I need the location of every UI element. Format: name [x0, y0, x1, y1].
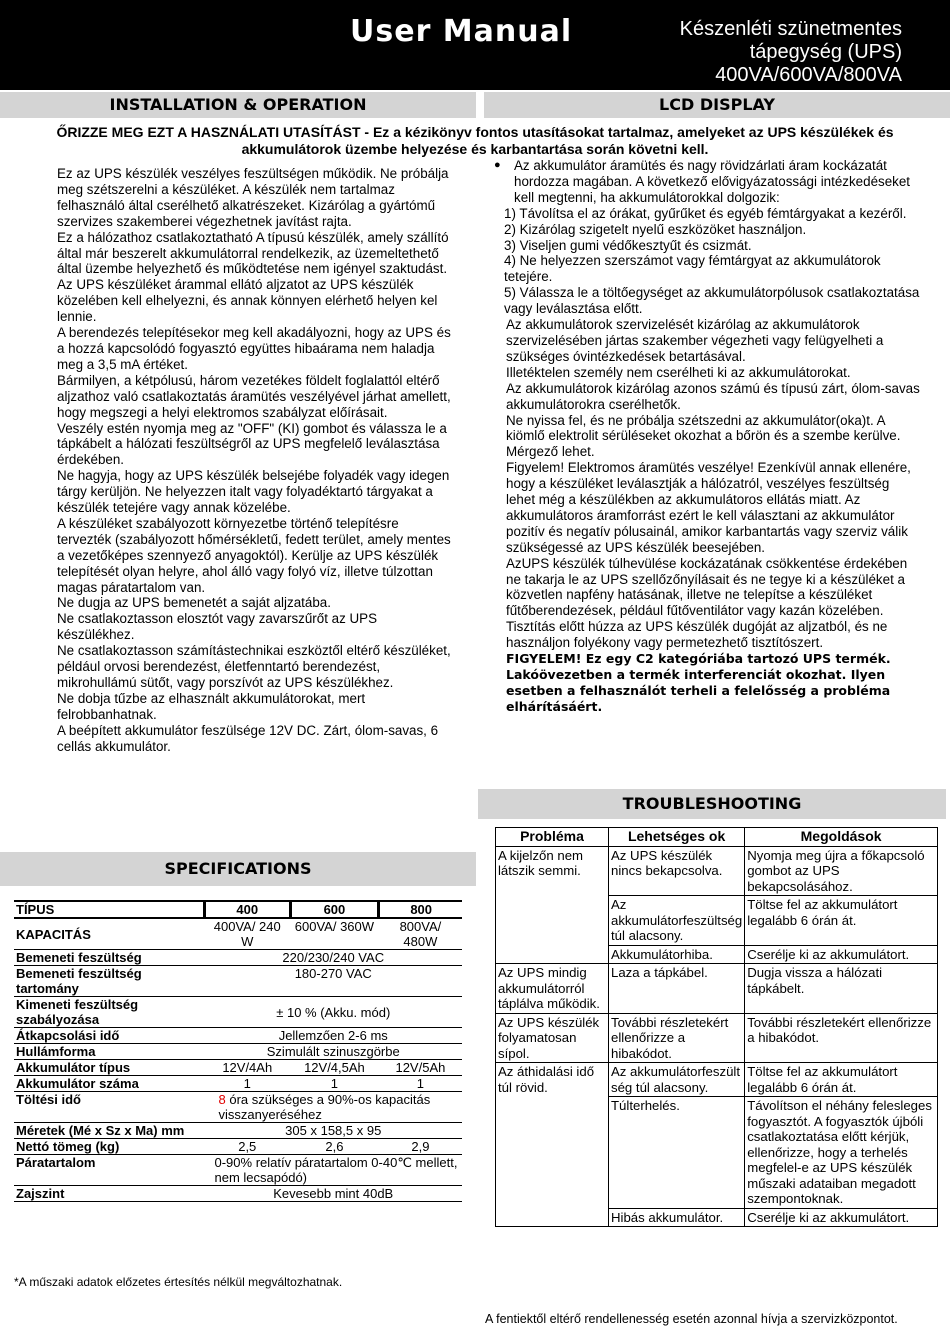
spec-value: Szimulált szinuszgörbe	[205, 1044, 463, 1060]
solution-cell: Töltse fel az akkumulátort legalább 6 órán át.	[745, 1063, 938, 1097]
battery-safety-text	[490, 158, 922, 715]
header-problem: Probléma	[496, 828, 609, 847]
spec-label: Akkumulátor száma	[14, 1076, 205, 1092]
spec-label: KAPACITÁS	[14, 918, 205, 950]
spec-label: Bemeneti feszültség tartomány	[14, 966, 205, 997]
subtitle-line-1: Készenléti szünetmentes	[679, 18, 902, 40]
cause-cell: Túlterhelés.	[609, 1097, 745, 1209]
paragraph: A beépített akkumulátor feszülsége 12V DC. Zárt, ólom-savas, 6 cellás akkumulátor.	[57, 722, 439, 754]
spec-value: 800VA/ 480W	[379, 918, 462, 950]
paragraph: Ne dugja az UPS bemenetét a saját aljzatába.	[57, 595, 331, 611]
spec-header-row	[14, 901, 462, 918]
cause-cell: Az akkumulátorfeszültség túl alacsony.	[609, 896, 745, 946]
troubleshooting-footnote: A fentiektől eltérő rendellenesség esetén azonnal hívja a szervizközpontot.	[485, 1312, 898, 1326]
header-cause: Lehetséges ok	[609, 828, 745, 847]
problem-cell: Az UPS mindig akkumulátorról táplálva működik.	[496, 964, 609, 1014]
spec-value: 2,6	[290, 1139, 379, 1155]
paragraph: Ne csatlakoztasson elosztót vagy zavarszűrőt az UPS készülékhez.	[57, 611, 378, 643]
table-row	[496, 1063, 938, 1097]
spec-value: 180-270 VAC	[205, 966, 463, 997]
paragraph: AzUPS készülék túlhevülése kockázatának csökkentése érdekében ne takarja le az UPS szellőzőnyílásait és ne tegye ki a készüléket a közvetlen napfény hatásának, illetve ne telepítse a készüléket fűtőberendezések, például fűtőventilátor vagy kazán közelében.	[506, 555, 908, 619]
spec-header-type: TÍPUS	[14, 901, 205, 918]
solution-cell: Töltse fel az akkumulátort legalább 6 órán át.	[745, 896, 938, 946]
spec-row	[14, 1028, 462, 1044]
spec-label: Hullámforma	[14, 1044, 205, 1060]
spec-value: 12V/5Ah	[379, 1060, 462, 1076]
spec-row-dimensions	[14, 1123, 462, 1139]
c2-category-warning: FIGYELEM! Ez egy C2 kategóriába tartozó UPS termék. Lakóövezetben a termék interferenciát okozhat. Ilyen esetben a felhasználót terheli a felelősség a probléma elhárításáért.	[506, 651, 891, 714]
section-lcd-display: LCD DISPLAY	[484, 92, 950, 118]
section-specifications: SPECIFICATIONS	[0, 852, 476, 886]
precaution-item: 4) Ne helyezzen szerszámot vagy fémtárgyat az akkumulátorok tetejére.	[504, 253, 881, 285]
paragraph: Illetéktelen személy nem cserélheti ki az akkumulátorokat.	[506, 364, 851, 380]
spec-value: 0-90% relatív páratartalom 0-40℃ mellett, nem lecsapódó)	[205, 1155, 463, 1186]
spec-row	[14, 950, 462, 966]
manual-title: User Manual	[350, 14, 573, 49]
precaution-list	[490, 206, 922, 317]
paragraph: Figyelem! Elektromos áramütés veszélye! Ezenkívül annak ellenére, hogy a készüléket leválasztják a hálózatról, veszélyes feszültség lehet még a készülékben az akkumulátoros ellátás miatt. Az akkumulátoros áramforrást ezért le kell választani az akkumulátor pozitív és negatív pólusainál, amikor karbantartás vagy szerviz válik szükségessé az UPS készülék beesejében.	[506, 460, 911, 555]
solution-cell: További részletekért ellenőrizze a hibakódot.	[745, 1013, 938, 1063]
spec-value: 12V/4,5Ah	[290, 1060, 379, 1076]
section-troubleshooting: TROUBLESHOOTING	[478, 789, 946, 819]
cause-cell: Laza a tápkábel.	[609, 964, 745, 1014]
paragraph: A berendezés telepítésekor meg kell akadályozni, hogy az UPS és a hozzá kapcsolódó fogyasztó együttes hibaárama nem haladja meg a 3,5 mA értéket.	[57, 325, 451, 372]
spec-row-noise	[14, 1186, 462, 1202]
paragraph: Ne csatlakoztasson számítástechnikai eszköztől eltérő készüléket, például orvosi berendezést, életfenntartó berendezést, mikrohullámú sütőt, vagy porszívót az UPS készülékhez.	[57, 643, 451, 690]
spec-row-battery-type	[14, 1060, 462, 1076]
cause-cell: Az UPS készülék nincs bekapcsolva.	[609, 846, 745, 896]
spec-value: 400VA/ 240 W	[205, 918, 291, 950]
troubleshooting-body	[496, 846, 938, 1227]
spec-label: Nettó tömeg (kg)	[14, 1139, 205, 1155]
spec-footnote: *A műszaki adatok előzetes értesítés nélkül megváltozhatnak.	[14, 1275, 343, 1289]
spec-value: 2,9	[379, 1139, 462, 1155]
spec-header-800: 800	[379, 901, 462, 918]
problem-cell: Az UPS készülék folyamatosan sípol.	[496, 1013, 609, 1063]
precaution-item: 1) Távolítsa el az órákat, gyűrűket és egyéb fémtárgyakat a kezéről.	[504, 205, 907, 221]
paragraph: Az akkumulátorok szervizelését kizárólag az akkumulátorok szervizelésében jártas szakember végezheti vagy felügyelheti a szükséges óvintézkedések betartásával.	[506, 317, 884, 364]
spec-row	[14, 1044, 462, 1060]
spec-row	[14, 997, 462, 1028]
specifications-table	[14, 900, 462, 1202]
spec-label: Bemeneti feszültség	[14, 950, 205, 966]
cause-cell: Az akkumulátorfeszült ség túl alacsony.	[609, 1063, 745, 1097]
paragraph: Az UPS készüléket árammal ellátó aljzatot az UPS készülék közelében kell elhelyezni, és annak könnyen elérhető helyen kel lennie.	[57, 277, 438, 325]
spec-value: ± 10 % (Akku. mód)	[205, 997, 463, 1028]
spec-label: Töltési idő	[14, 1092, 205, 1123]
spec-value: Kevesebb mint 40dB	[205, 1186, 463, 1202]
spec-value: Jellemzően 2-6 ms	[205, 1028, 463, 1044]
solution-cell: Dugja vissza a hálózati tápkábelt.	[745, 964, 938, 1014]
table-row	[496, 964, 938, 1014]
table-row	[496, 846, 938, 896]
spec-label: Páratartalom	[14, 1155, 205, 1186]
battery-warning-bullet: ● Az akkumulátor áramütés és nagy rövidzárlati áram kockázatát hordozza magában. A következő elővigyázatossági intézkedéseket kell megtenni, ha akkumulátorokkal dolgozik:	[490, 158, 922, 206]
cause-cell: Hibás akkumulátor.	[609, 1208, 745, 1227]
solution-cell: Távolítson el néhány felesleges fogyasztót. A fogyasztók újbóli csatlakoztatása előtt kérjük, ellenőrizze, hogy a terhelés megfelel-e az UPS készülék műszaki adataiban megadott szempontoknak.	[745, 1097, 938, 1209]
spec-value: 2,5	[205, 1139, 291, 1155]
problem-cell: A kijelzőn nem látszik semmi.	[496, 846, 609, 964]
warning-heading: ŐRIZZE MEG EZT A HASZNÁLATI UTASÍTÁST - Ez a kézikönyv fontos utasításokat tartalmaz, amelyeket az UPS készülékek és akkumulátorok üzembe helyezése és karbantartása során követni kell.	[56, 124, 894, 157]
spec-row-weight	[14, 1139, 462, 1155]
charge-hours: 8	[218, 1092, 226, 1107]
paragraph: Az akkumulátorok kizárólag azonos számú és típusú zárt, ólom-savas akkumulátorokra cserélhetők.	[506, 380, 920, 412]
cause-cell: Akkumulátorhiba.	[609, 945, 745, 964]
subtitle-line-3: 400VA/600VA/800VA	[715, 64, 902, 86]
solution-cell: Cserélje ki az akkumulátort.	[745, 945, 938, 964]
paragraph: Tisztítás előtt húzza az UPS készülék dugóját az aljzatból, és ne használjon folyékony vagy permetezhető tisztítószert.	[506, 619, 888, 651]
paragraph: Ez az UPS készülék veszélyes feszültségen működik. Ne próbálja meg szétszerelni a készüléket. A készülék nem tartalmaz felhasználó által cserélhető alkatrészeket. Kizárólag a gyártómű szervizes szakemberei végezhetnek javítást rajta.	[57, 166, 449, 229]
troubleshooting-header-row	[496, 828, 938, 847]
spec-value: 600VA/ 360W	[290, 918, 379, 950]
spec-value: 12V/4Ah	[205, 1060, 291, 1076]
header-solution: Megoldások	[745, 828, 938, 847]
spec-value: 220/230/240 VAC	[205, 950, 463, 966]
table-row	[496, 1013, 938, 1063]
paragraph: Ne dobja tűzbe az elhasznált akkumulátorokat, mert felrobbanhatnak.	[57, 690, 366, 722]
charge-text: óra szükséges a 90%-os kapacitás visszanyeréséhez	[218, 1092, 431, 1122]
spec-value: 305 x 158,5 x 95	[205, 1123, 463, 1139]
precaution-item: 2) Kizárólag szigetelt nyelű eszközöket használjon.	[504, 221, 807, 237]
precaution-item: 5) Válassza le a töltőegységet az akkumulátorpólusok csatlakoztatása vagy leválasztása előtt.	[504, 285, 920, 317]
spec-label: Kimeneti feszültség szabályozása	[14, 997, 205, 1028]
battery-paragraphs	[490, 317, 922, 651]
solution-cell: Nyomja meg újra a főkapcsoló gombot az UPS bekapcsolásához.	[745, 846, 938, 896]
spec-row-charge	[14, 1092, 462, 1123]
spec-row-humidity	[14, 1155, 462, 1186]
paragraph: Ez a hálózathoz csatlakoztatható A típusú készülék, amely szállító által már beszerelt akkumulátorral rendelkezik, az üzemeltethető által üzembe helyezhető és működtetése nem igényel szaktudást.	[57, 229, 449, 277]
paragraph: Bármilyen, a kétpólusú, három vezetékes földelt foglalattól eltérő aljzathoz való csatlakoztatás áramütés veszélyével járhat amellett, hogy megszegi a helyi elektromos szabályzat előírásait.	[57, 372, 451, 420]
subtitle-line-2: tápegység (UPS)	[749, 41, 902, 63]
section-installation: INSTALLATION & OPERATION	[0, 92, 476, 118]
product-subtitle	[680, 18, 902, 87]
spec-header-400: 400	[205, 901, 291, 918]
paragraph: Ne hagyja, hogy az UPS készülék belsejébe folyadék vagy idegen tárgy kerüljön. Ne helyezzen italt vagy folyadéktartó tárgyakat a készülék tetejére vagy annak közelébe.	[57, 468, 450, 516]
solution-cell: Cserélje ki az akkumulátort.	[745, 1208, 938, 1227]
spec-value: 1	[290, 1076, 379, 1092]
cause-cell: További részletekért ellenőrizze a hibakódot.	[609, 1013, 745, 1063]
paragraph: Veszély estén nyomja meg az "OFF" (KI) gombot és válassza le a tápkábelt a hálózati feszültségről az UPS megfelelő leválasztása érdekében.	[57, 420, 447, 468]
spec-value: 1	[379, 1076, 462, 1092]
spec-value: 1	[205, 1076, 291, 1092]
installation-text	[57, 166, 452, 755]
spec-header-600: 600	[290, 901, 379, 918]
spec-label: Akkumulátor típus	[14, 1060, 205, 1076]
spec-label: Átkapcsolási idő	[14, 1028, 205, 1044]
spec-row	[14, 966, 462, 997]
spec-label: Zajszint	[14, 1186, 205, 1202]
spec-value	[205, 1092, 463, 1123]
precaution-item: 3) Viseljen gumi védőkesztyűt és csizmát.	[504, 237, 752, 253]
spec-row-capacity	[14, 918, 462, 950]
troubleshooting-table	[495, 827, 938, 1227]
header-bar	[0, 0, 950, 90]
paragraph: A készüléket szabályozott környezetbe történő telepítésre tervezték (szabályozott hőmérsékletű, fedett terület, amely mentes a vezetőképes szennyező anyagoktól). Kerülje az UPS készülék telepítését olyan helyre, ahol álló vagy folyó víz, illetve túlzottan magas páratartalom van.	[57, 515, 451, 595]
problem-cell: Az áthidalási idő túl rövid.	[496, 1063, 609, 1227]
spec-row-battery-count	[14, 1076, 462, 1092]
spec-label: Méretek (Mé x Sz x Ma) mm	[14, 1123, 205, 1139]
paragraph: Ne nyissa fel, és ne próbálja szétszedni az akkumulátor(oka)t. A kiömlő elektrolit sérüléseket okozhat a bőrön és a szembe kerülve. Mérgező lehet.	[506, 412, 901, 460]
